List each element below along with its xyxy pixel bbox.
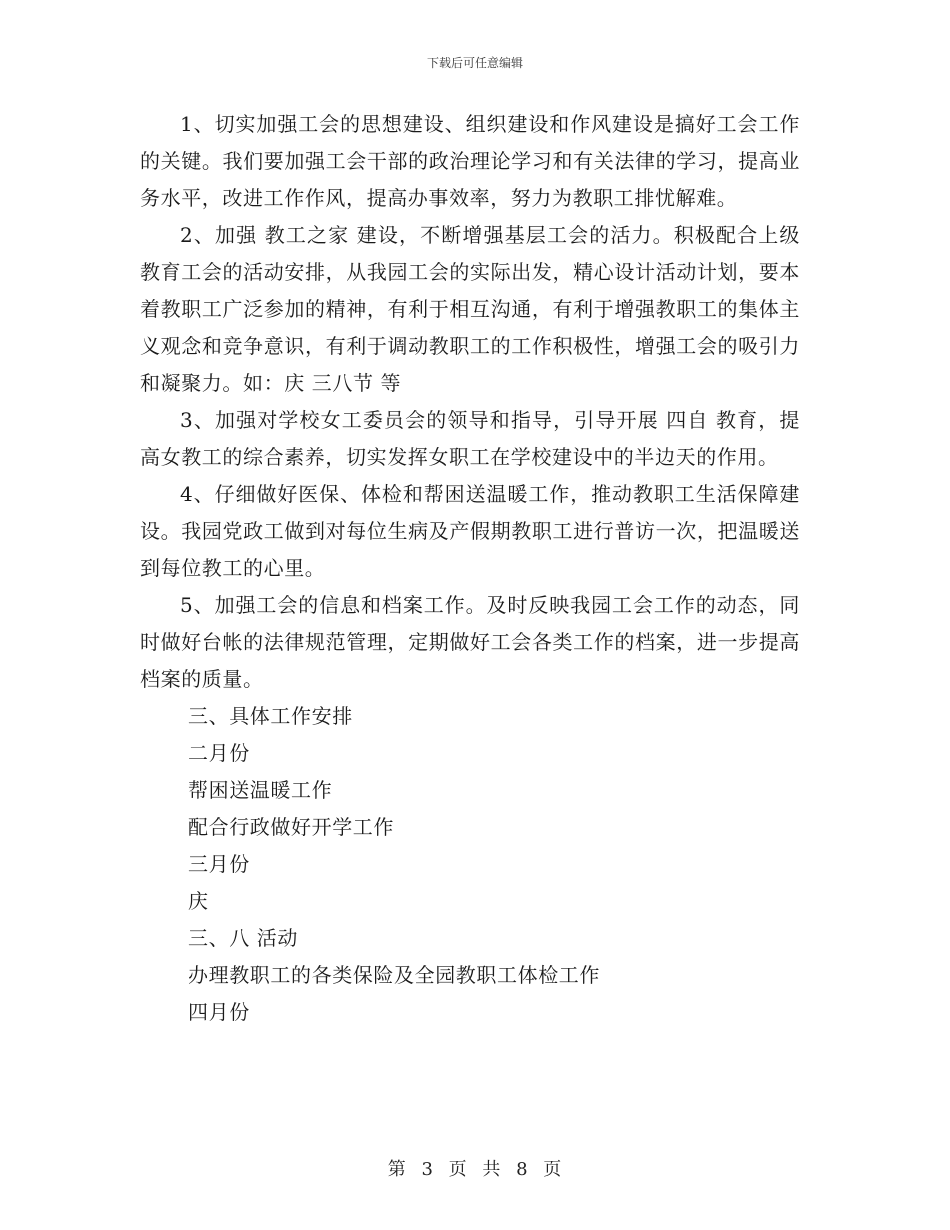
section-heading: 三、具体工作安排 (188, 704, 353, 728)
paragraph-5: 5、加强工会的信息和档案工作。及时反映我园工会工作的动态，同时做好台帐的法律规范管理，定期做好工会各类工作的档案，进一步提高档案的质量。 (140, 593, 800, 691)
page-header: 下载后可任意编辑 (426, 56, 523, 70)
paragraph-1: 1、切实加强工会的思想建设、组织建设和作风建设是搞好工会工作的关键。我们要加强工会干部的政治理论学习和有关法律的学习，提高业务水平，改进工作作风，提高办事效率，努力为教职工排忧解难。 (140, 112, 800, 210)
schedule-item: 办理教职工的各类保险及全园教职工体检工作 (188, 963, 600, 987)
footer-prefix: 第 (387, 1159, 407, 1180)
paragraph-4: 4、仔细做好医保、体检和帮困送温暖工作，推动教职工生活保障建设。我园党政工做到对每位生病及产假期教职工进行普访一次，把温暖送到每位教工的心里。 (140, 482, 800, 580)
schedule-item: 庆 (188, 889, 209, 913)
paragraph-2: 2、加强 教工之家 建设，不断增强基层工会的活力。积极配合上级教育工会的活动安排，从我园工会的实际出发，精心设计活动计划，要本着教职工广泛参加的精神，有利于相互沟通，有利于增强教职工的集体主义观念和竞争意识，有利于调动教职工的工作积极性，增强工会的吸引力和凝聚力。如：庆 三八节 等 (140, 223, 800, 395)
month-april: 四月份 (188, 1000, 250, 1024)
month-march: 三月份 (188, 852, 250, 876)
paragraph-3: 3、加强对学校女工委员会的领导和指导，引导开展 四自 教育，提高女教工的综合素养，切实发挥女职工在学校建设中的半边天的作用。 (140, 408, 800, 469)
schedule-item: 帮困送温暖工作 (188, 778, 333, 802)
footer-mid2: 共 (482, 1159, 502, 1180)
month-february: 二月份 (188, 741, 250, 765)
schedule-item: 三、八 活动 (188, 926, 298, 950)
page-footer (0, 1155, 950, 1181)
footer-total-pages: 8 (516, 1159, 529, 1180)
schedule-item: 配合行政做好开学工作 (188, 815, 394, 839)
footer-page-number: 3 (421, 1159, 434, 1180)
footer-suffix: 页 (543, 1159, 563, 1180)
document-body (140, 106, 800, 1031)
footer-mid1: 页 (448, 1159, 468, 1180)
